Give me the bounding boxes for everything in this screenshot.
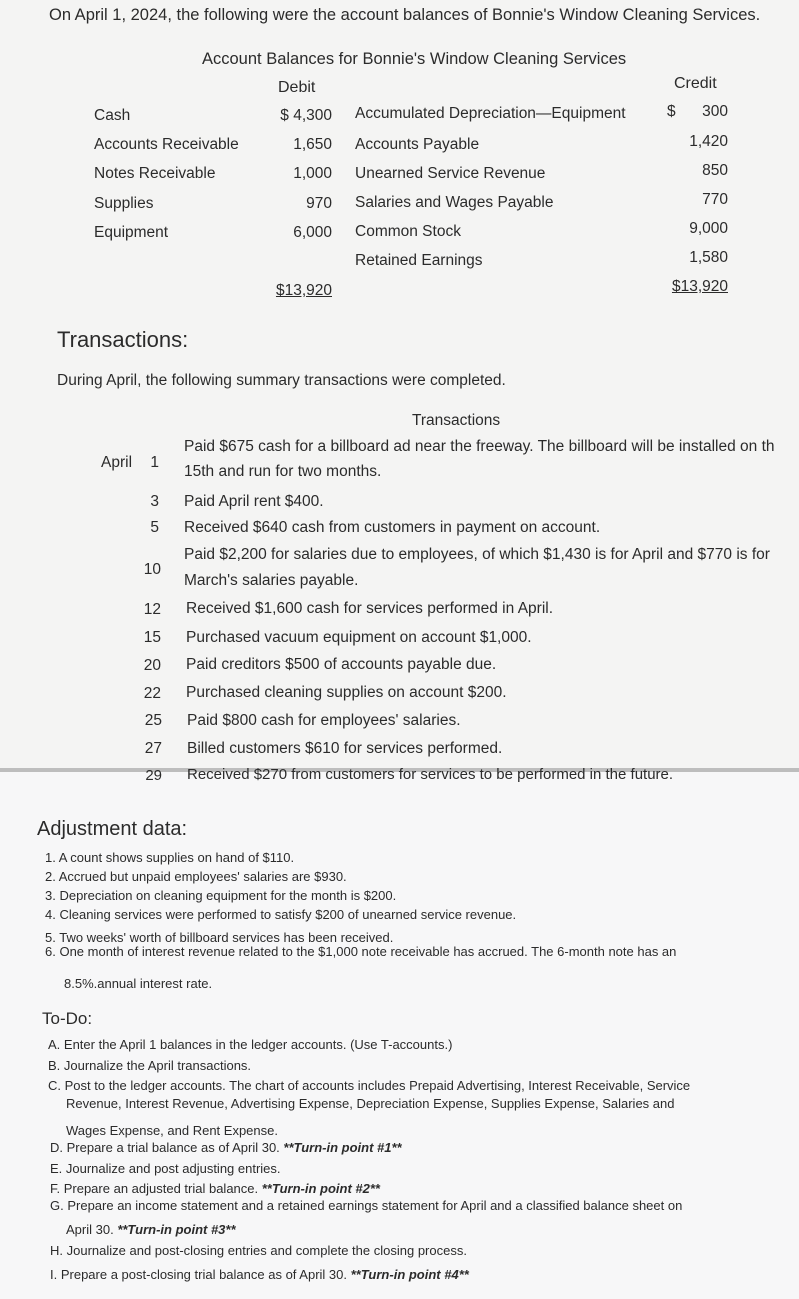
debit-total: $13,920 — [275, 282, 332, 299]
transaction-description: Billed customers $610 for services performed. — [187, 740, 503, 757]
transaction-description: Paid $675 cash for a billboard ad near the freeway. The billboard will be installed on th — [184, 438, 775, 455]
transaction-day: 5 — [150, 519, 159, 536]
debit-account-name: Notes Receivable — [94, 165, 216, 182]
credit-amount: 9,000 — [689, 220, 728, 237]
transaction-description: Paid creditors $500 of accounts payable due. — [186, 656, 497, 673]
credit-account-name: Unearned Service Revenue — [355, 165, 546, 182]
todo-item: H. Journalize and post-closing entries and complete the closing process. — [50, 1243, 467, 1258]
transaction-description: Purchased cleaning supplies on account $200. — [186, 684, 507, 701]
debit-amount: $ 4,300 — [280, 107, 332, 124]
debit-account-name: Supplies — [94, 195, 154, 212]
credit-account-name: Common Stock — [355, 223, 461, 240]
todo-item-continued: Wages Expense, and Rent Expense. — [66, 1123, 278, 1138]
transaction-description: 15th and run for two months. — [184, 463, 382, 480]
turn-in-point-4: **Turn-in point #4** — [350, 1267, 469, 1282]
adjustment-item: 3. Depreciation on cleaning equipment for the month is $200. — [45, 888, 397, 903]
credit-dollar-sign: $ — [667, 103, 676, 120]
transaction-description: March's salaries payable. — [184, 572, 359, 589]
todo-item: D. Prepare a trial balance as of April 30. **Turn-in point #1** — [50, 1140, 402, 1155]
adjustments-heading: Adjustment data: — [37, 818, 188, 840]
debit-account-name: Cash — [94, 107, 131, 124]
adjustment-item-continued: 8.5%.annual interest rate. — [64, 976, 213, 991]
todo-item: I. Prepare a post-closing trial balance as of April 30. **Turn-in point #4** — [50, 1267, 469, 1282]
credit-account-name: Retained Earnings — [355, 252, 483, 269]
transaction-day: 12 — [143, 601, 161, 618]
adjustment-item: 2. Accrued but unpaid employees' salaries are $930. — [45, 869, 347, 884]
transaction-day: 22 — [143, 685, 161, 702]
transactions-heading: Transactions: — [57, 327, 189, 352]
transaction-description: Paid April rent $400. — [184, 493, 324, 510]
adjustment-item: 6. One month of interest revenue related to the $1,000 note receivable has accrued. The 6-month note has an — [45, 944, 677, 959]
adjustment-item: 5. Two weeks' worth of billboard services has been received. — [45, 930, 394, 945]
credit-account-name: Accumulated Depreciation—Equipment — [355, 105, 626, 122]
transaction-day: 15 — [143, 629, 161, 646]
debit-account-name: Equipment — [94, 224, 169, 241]
transaction-day: 20 — [143, 657, 161, 674]
todo-item: G. Prepare an income statement and a retained earnings statement for April and a classified balance sheet on — [50, 1198, 683, 1213]
transaction-day: 10 — [143, 561, 161, 578]
debit-amount: 1,000 — [293, 165, 332, 182]
adjustment-item: 1. A count shows supplies on hand of $110. — [45, 850, 295, 865]
transaction-day: 27 — [144, 740, 162, 757]
credit-amount: 1,580 — [689, 249, 728, 266]
transaction-day: 3 — [150, 493, 159, 510]
transaction-month: April — [101, 454, 133, 471]
credit-header: Credit — [674, 75, 717, 92]
todo-item-continued: April 30. **Turn-in point #3** — [66, 1222, 236, 1237]
todo-heading: To-Do: — [42, 1009, 93, 1028]
transaction-description: Purchased vacuum equipment on account $1,000. — [186, 629, 532, 646]
transaction-day: 1 — [150, 454, 159, 471]
turn-in-point-1: **Turn-in point #1** — [283, 1140, 402, 1155]
credit-amount: 770 — [702, 191, 728, 208]
todo-item: B. Journalize the April transactions. — [48, 1058, 252, 1073]
intro-text: On April 1, 2024, the following were the account balances of Bonnie's Window Cleaning Services. — [49, 6, 761, 24]
credit-total: $13,920 — [671, 278, 728, 295]
todo-item: E. Journalize and post adjusting entries. — [50, 1161, 281, 1176]
debit-amount: 6,000 — [293, 224, 332, 241]
debit-amount: 1,650 — [293, 136, 332, 153]
transaction-day: 25 — [144, 712, 162, 729]
transaction-description: Paid $800 cash for employees' salaries. — [187, 712, 461, 729]
transaction-description: Received $270 from customers for services to be performed in the future. — [187, 766, 674, 783]
balances-title: Account Balances for Bonnie's Window Cleaning Services — [202, 50, 627, 68]
debit-amount: 970 — [306, 195, 332, 212]
transactions-table-header: Transactions — [412, 412, 501, 429]
credit-amount: 850 — [702, 162, 728, 179]
credit-account-name: Salaries and Wages Payable — [355, 194, 554, 211]
todo-item-continued: Revenue, Interest Revenue, Advertising Expense, Depreciation Expense, Supplies Expense, Salaries and — [66, 1096, 675, 1111]
transaction-description: Paid $2,200 for salaries due to employees, of which $1,430 is for April and $770 is for — [184, 546, 770, 563]
turn-in-point-2: **Turn-in point #2** — [261, 1181, 380, 1196]
todo-item: A. Enter the April 1 balances in the ledger accounts. (Use T-accounts.) — [48, 1037, 453, 1052]
todo-item: C. Post to the ledger accounts. The chart of accounts includes Prepaid Advertising, Interest Receivable, Service — [48, 1078, 691, 1093]
debit-header: Debit — [278, 79, 316, 96]
adjustment-item: 4. Cleaning services were performed to satisfy $200 of unearned service revenue. — [45, 907, 517, 922]
debit-account-name: Accounts Receivable — [94, 136, 239, 153]
todo-item: F. Prepare an adjusted trial balance. **Turn-in point #2** — [50, 1181, 380, 1196]
transaction-description: Received $640 cash from customers in payment on account. — [184, 519, 601, 536]
credit-amount: 300 — [702, 103, 728, 120]
transaction-day: 29 — [145, 767, 162, 784]
transactions-intro: During April, the following summary transactions were completed. — [57, 372, 506, 389]
credit-account-name: Accounts Payable — [355, 136, 480, 153]
credit-amount: 1,420 — [689, 133, 728, 150]
turn-in-point-3: **Turn-in point #3** — [117, 1222, 236, 1237]
transaction-description: Received $1,600 cash for services performed in April. — [186, 600, 554, 617]
